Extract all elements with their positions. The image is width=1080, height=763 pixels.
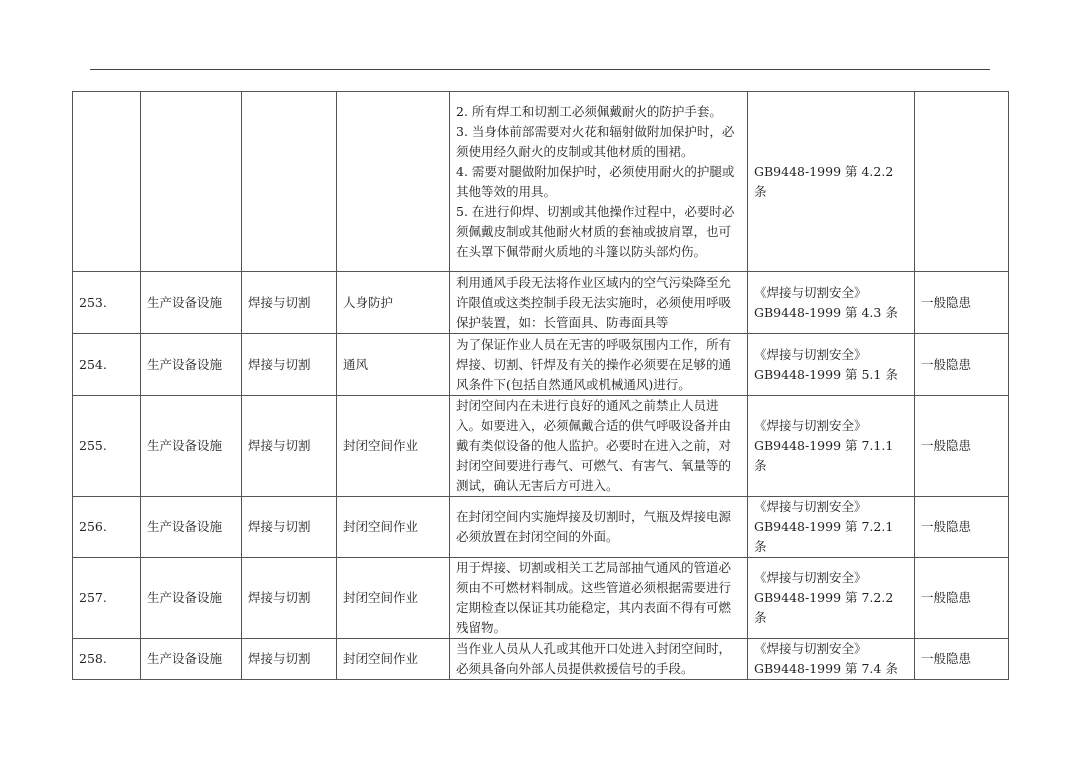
level-cell	[915, 92, 1009, 272]
table-row	[73, 334, 1009, 396]
item-cell: 封闭空间作业	[337, 639, 450, 680]
basis-clause: GB9448-1999 第 7.4 条	[754, 661, 898, 676]
item-cell: 人身防护	[337, 272, 450, 334]
item-cell	[337, 92, 450, 272]
category-cell: 生产设备设施	[141, 558, 242, 639]
subcategory-cell	[242, 92, 337, 272]
basis-clause: GB9448-1999 第 7.2.2 条	[754, 590, 894, 625]
table-row	[73, 558, 1009, 639]
basis-cell	[748, 272, 915, 334]
basis-clause: GB9448-1999 第 4.3 条	[754, 304, 898, 320]
item-cell: 封闭空间作业	[337, 497, 450, 558]
row-number	[73, 92, 141, 272]
requirement-line: 2. 所有焊工和切割工必须佩戴耐火的防护手套。	[456, 103, 722, 119]
row-number: 254.	[73, 334, 141, 396]
level-cell: 一般隐患	[915, 639, 1009, 680]
category-cell: 生产设备设施	[141, 396, 242, 497]
item-cell: 通风	[337, 334, 450, 396]
item-cell: 封闭空间作业	[337, 558, 450, 639]
basis-title: 《焊接与切割安全》	[754, 641, 867, 656]
requirement-cell: 封闭空间内在未进行良好的通风之前禁止人员进入。如要进入，必须佩戴合适的供气呼吸设备并由戴有类似设备的他人监护。必要时在进入之前，对封闭空间要进行毒气、可燃气、有害气、氧量等的测试，确认无害后方可进入。	[450, 396, 748, 497]
requirement-line: 3. 当身体前部需要对火花和辐射做附加保护时，必须使用经久耐火的皮制或其他材质的围裙。	[456, 123, 735, 159]
table-row	[73, 639, 1009, 680]
basis-title: 《焊接与切割安全》	[754, 346, 867, 362]
subcategory-cell: 焊接与切割	[242, 396, 337, 497]
category-cell	[141, 92, 242, 272]
subcategory-cell: 焊接与切割	[242, 334, 337, 396]
basis-clause: GB9448-1999 第 7.1.1 条	[754, 438, 894, 473]
basis-title: 《焊接与切割安全》	[754, 284, 867, 300]
table-row-continued	[73, 92, 1009, 272]
subcategory-cell: 焊接与切割	[242, 497, 337, 558]
basis-cell	[748, 334, 915, 396]
level-cell: 一般隐患	[915, 334, 1009, 396]
subcategory-cell: 焊接与切割	[242, 272, 337, 334]
requirement-line: 4. 需要对腿做附加保护时，必须使用耐火的护腿或其他等效的用具。	[456, 163, 735, 199]
basis-title: 《焊接与切割安全》	[754, 418, 867, 433]
requirement-cell: 当作业人员从人孔或其他开口处进入封闭空间时，必须具备向外部人员提供救援信号的手段。	[450, 639, 748, 680]
level-cell: 一般隐患	[915, 558, 1009, 639]
level-cell: 一般隐患	[915, 272, 1009, 334]
basis-title: 《焊接与切割安全》	[754, 499, 867, 514]
level-cell: 一般隐患	[915, 497, 1009, 558]
subcategory-cell: 焊接与切割	[242, 558, 337, 639]
requirement-cell: 在封闭空间内实施焊接及切割时，气瓶及焊接电源必须放置在封闭空间的外面。	[450, 497, 748, 558]
category-cell: 生产设备设施	[141, 334, 242, 396]
row-number: 256.	[73, 497, 141, 558]
requirement-line: 5. 在进行仰焊、切割或其他操作过程中，必要时必须佩戴皮制或其他耐火材质的套袖或披肩罩，也可在头罩下佩带耐火质地的斗篷以防头部灼伤。	[456, 203, 735, 259]
category-cell: 生产设备设施	[141, 272, 242, 334]
row-number: 253.	[73, 272, 141, 334]
requirement-cell: 用于焊接、切割或相关工艺局部抽气通风的管道必须由不可燃材料制成。这些管道必须根据需要进行定期检查以保证其功能稳定，其内表面不得有可燃残留物。	[450, 558, 748, 639]
requirement-cell	[450, 92, 748, 272]
basis-clause: GB9448-1999 第 7.2.1 条	[754, 519, 894, 554]
requirement-cell: 利用通风手段无法将作业区域内的空气污染降至允许限值或这类控制手段无法实施时，必须使用呼吸保护装置，如：长管面具、防毒面具等	[450, 272, 748, 334]
row-number: 255.	[73, 396, 141, 497]
subcategory-cell: 焊接与切割	[242, 639, 337, 680]
basis-cell	[748, 92, 915, 272]
header-rule	[90, 69, 990, 70]
table-row	[73, 497, 1009, 558]
basis-cell	[748, 558, 915, 639]
category-cell: 生产设备设施	[141, 497, 242, 558]
hazard-table	[72, 91, 1009, 680]
row-number: 257.	[73, 558, 141, 639]
level-cell: 一般隐患	[915, 396, 1009, 497]
basis-cell	[748, 639, 915, 680]
item-cell: 封闭空间作业	[337, 396, 450, 497]
table-row	[73, 396, 1009, 497]
basis-cell	[748, 396, 915, 497]
category-cell: 生产设备设施	[141, 639, 242, 680]
row-number: 258.	[73, 639, 141, 680]
basis-clause: GB9448-1999 第 4.2.2 条	[754, 163, 894, 199]
basis-title: 《焊接与切割安全》	[754, 570, 867, 585]
basis-clause: GB9448-1999 第 5.1 条	[754, 366, 898, 382]
requirement-cell: 为了保证作业人员在无害的呼吸氛围内工作，所有焊接、切割、钎焊及有关的操作必须要在足够的通风条件下(包括自然通风或机械通风)进行。	[450, 334, 748, 396]
table-row	[73, 272, 1009, 334]
basis-cell	[748, 497, 915, 558]
